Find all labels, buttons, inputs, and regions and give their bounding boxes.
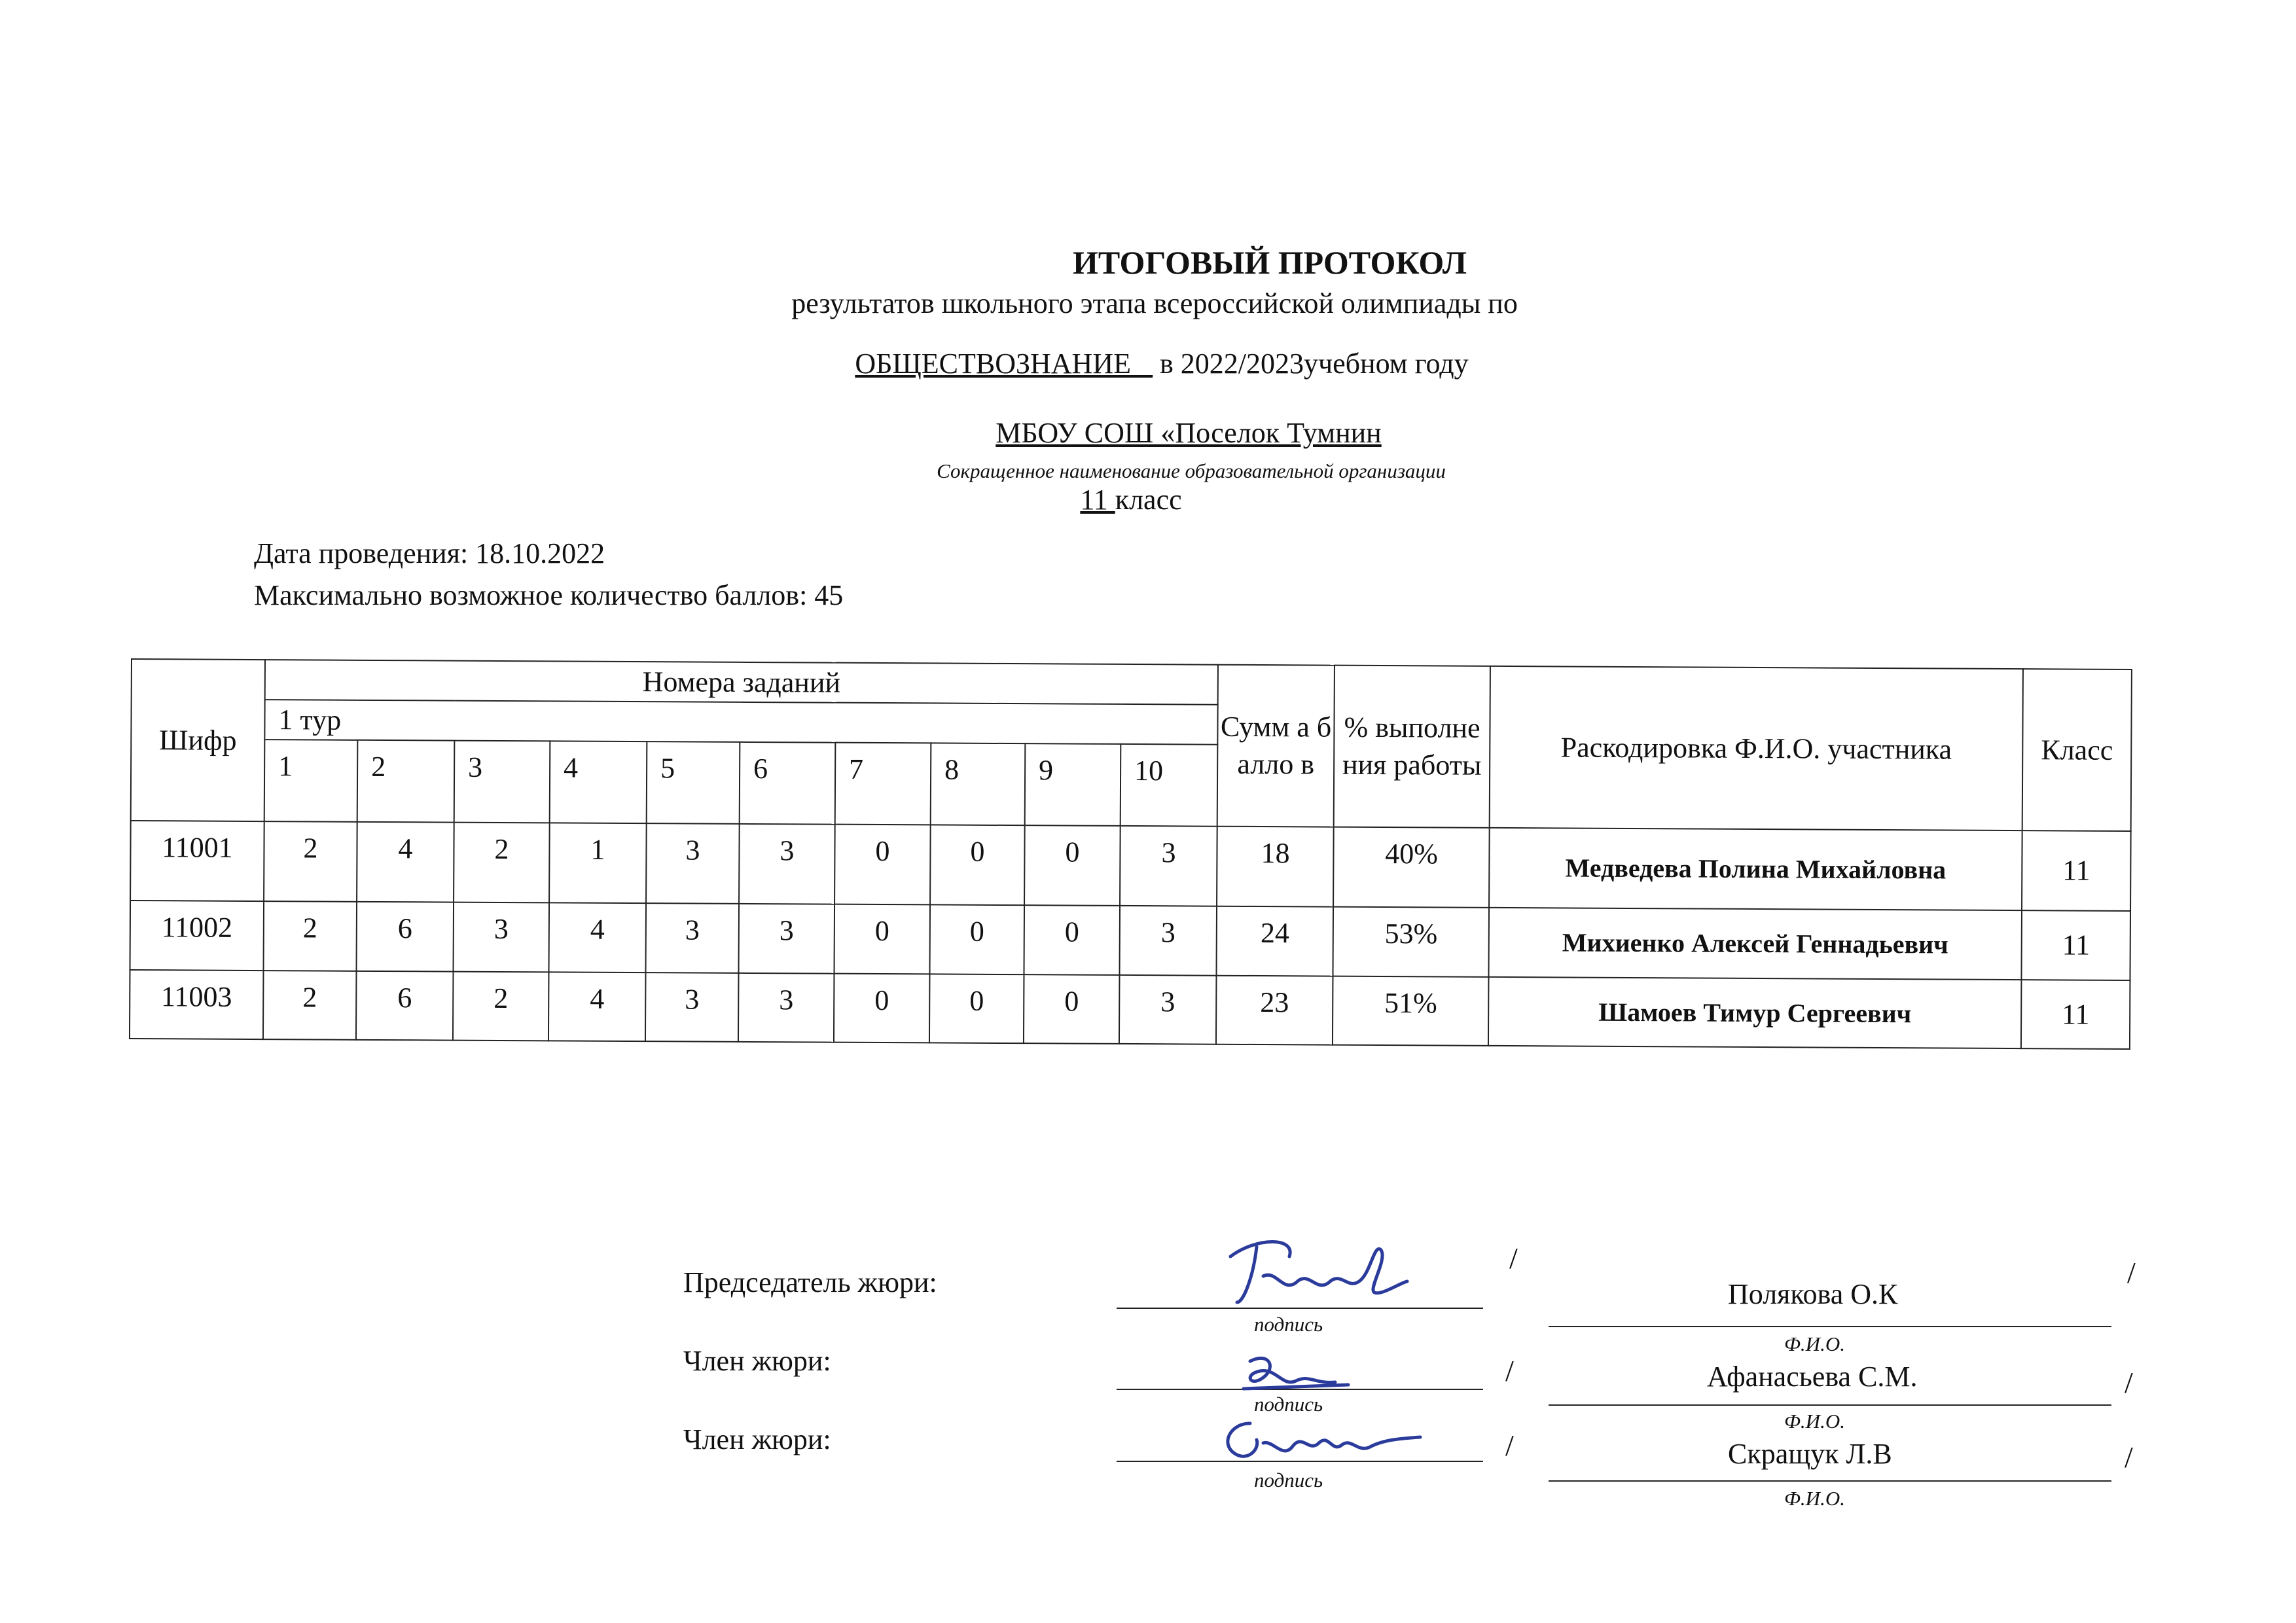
participant-name: Медведева Полина Михайловна	[1489, 828, 2022, 911]
task-number: 9	[1025, 743, 1121, 825]
score-cell: 0	[1024, 905, 1120, 974]
score-cell: 2	[264, 821, 357, 902]
signature-caption: подпись	[1254, 1393, 1323, 1416]
task-number: 2	[357, 740, 455, 822]
score-cell: 2	[264, 901, 357, 971]
score-cell: 3	[1119, 906, 1217, 975]
score-cell: 3	[454, 902, 550, 972]
task-number: 5	[647, 741, 740, 823]
subject-name: ОБЩЕСТВОЗНАНИЕ _	[855, 348, 1153, 380]
score-cell: 3	[645, 903, 739, 972]
handwritten-signature	[1217, 1230, 1414, 1319]
col-percent-header: % выполне ния работы	[1334, 666, 1490, 828]
academic-year: в 2022/2023учебном году	[1153, 348, 1469, 380]
col-tasks-header: Номера заданий	[265, 660, 1218, 705]
score-cell: 0	[834, 904, 930, 974]
score-cell: 0	[834, 824, 931, 904]
score-cell: 0	[1024, 974, 1120, 1044]
score-cell: 6	[357, 902, 454, 971]
task-number: 10	[1121, 744, 1218, 826]
separator-slash: /	[2125, 1440, 2133, 1474]
tour-header: 1 тур	[264, 700, 1217, 745]
grade-label: класс	[1115, 484, 1182, 516]
class-cell: 11	[2021, 980, 2130, 1049]
cipher-cell: 11002	[130, 901, 264, 971]
grade-number: 11	[1080, 484, 1115, 516]
table-row	[130, 969, 2130, 1049]
sum-cell: 24	[1217, 906, 1334, 976]
score-cell: 3	[739, 824, 835, 904]
sum-cell: 23	[1216, 975, 1333, 1044]
participant-name: Михиенко Алексей Геннадьевич	[1489, 908, 2022, 980]
score-cell: 6	[356, 971, 454, 1040]
class-cell: 11	[2022, 910, 2131, 980]
member-label: Член жюри:	[683, 1423, 831, 1455]
separator-slash: /	[1505, 1429, 1514, 1462]
handwritten-signature	[1230, 1348, 1361, 1404]
score-cell: 3	[738, 904, 834, 973]
col-class-header: Класс	[2022, 669, 2132, 831]
signature-caption: подпись	[1254, 1313, 1323, 1336]
score-cell: 3	[646, 823, 740, 904]
score-cell: 0	[929, 904, 1024, 974]
col-decode-header: Раскодировка Ф.И.О. участника	[1490, 666, 2023, 830]
table-row	[130, 821, 2131, 911]
separator-slash: /	[2125, 1366, 2133, 1399]
jury-member-name: Скращук Л.В	[1728, 1438, 1892, 1470]
score-cell: 4	[548, 972, 646, 1041]
score-cell: 0	[1024, 825, 1121, 906]
grade-line	[0, 483, 2262, 516]
percent-cell: 53%	[1333, 907, 1490, 977]
separator-slash: /	[2127, 1256, 2136, 1289]
cipher-cell: 11003	[130, 969, 264, 1039]
score-cell: 3	[1120, 826, 1217, 906]
results-table	[129, 658, 2132, 1050]
sum-cell: 18	[1217, 826, 1334, 906]
date-line: Дата проведения: 18.10.2022	[254, 537, 605, 569]
document-subtitle: результатов школьного этапа всероссийской олимпиады по	[791, 287, 1518, 319]
class-cell: 11	[2022, 830, 2131, 911]
subject-line	[0, 347, 2296, 380]
score-cell: 0	[930, 825, 1025, 905]
task-number: 6	[740, 742, 836, 824]
fio-caption: Ф.И.О.	[1784, 1410, 1845, 1433]
handwritten-signature	[1211, 1414, 1427, 1476]
jury-member-name: Афанасьева С.М.	[1707, 1361, 1918, 1393]
score-cell: 2	[454, 822, 550, 902]
separator-slash: /	[1505, 1354, 1514, 1387]
fio-caption: Ф.И.О.	[1784, 1487, 1845, 1510]
score-cell: 4	[549, 902, 647, 972]
chair-label: Председатель жюри:	[683, 1266, 937, 1298]
max-score-line: Максимально возможное количество баллов: 45	[254, 579, 844, 611]
task-number: 1	[264, 740, 358, 821]
score-cell: 3	[1119, 974, 1217, 1044]
document-title: ИТОГОВЫЙ ПРОТОКОЛ	[1072, 244, 1467, 281]
separator-slash: /	[1509, 1241, 1518, 1275]
fio-line	[1549, 1326, 2111, 1327]
score-cell: 2	[263, 971, 357, 1040]
participant-name: Шамоев Тимур Сергеевич	[1488, 976, 2022, 1048]
task-number: 4	[550, 741, 647, 823]
school-caption: Сокращенное наименование образовательной организации	[937, 459, 1446, 482]
score-cell: 3	[645, 972, 739, 1042]
percent-cell: 51%	[1333, 976, 1489, 1046]
cipher-cell: 11001	[130, 821, 264, 901]
school-name: МБОУ СОШ «Поселок Тумнин	[996, 417, 1382, 449]
score-cell: 3	[738, 972, 834, 1042]
table-row	[130, 901, 2131, 980]
col-sum-header: Сумм а балло в	[1217, 665, 1335, 827]
task-number: 7	[835, 743, 931, 825]
task-number: 3	[454, 741, 550, 823]
col-cipher-header: Шифр	[131, 659, 265, 821]
score-cell: 0	[834, 973, 930, 1043]
score-cell: 2	[453, 971, 549, 1041]
fio-line	[1549, 1404, 2111, 1406]
fio-line	[1549, 1480, 2111, 1482]
signature-caption: подпись	[1254, 1469, 1323, 1491]
score-cell: 1	[549, 823, 647, 903]
fio-caption: Ф.И.О.	[1784, 1332, 1845, 1355]
percent-cell: 40%	[1333, 827, 1490, 908]
member-label: Член жюри:	[683, 1345, 831, 1377]
task-number: 8	[931, 743, 1026, 825]
score-cell: 0	[929, 974, 1024, 1043]
score-cell: 4	[357, 822, 454, 902]
jury-member-name: Полякова О.К	[1728, 1278, 1898, 1310]
